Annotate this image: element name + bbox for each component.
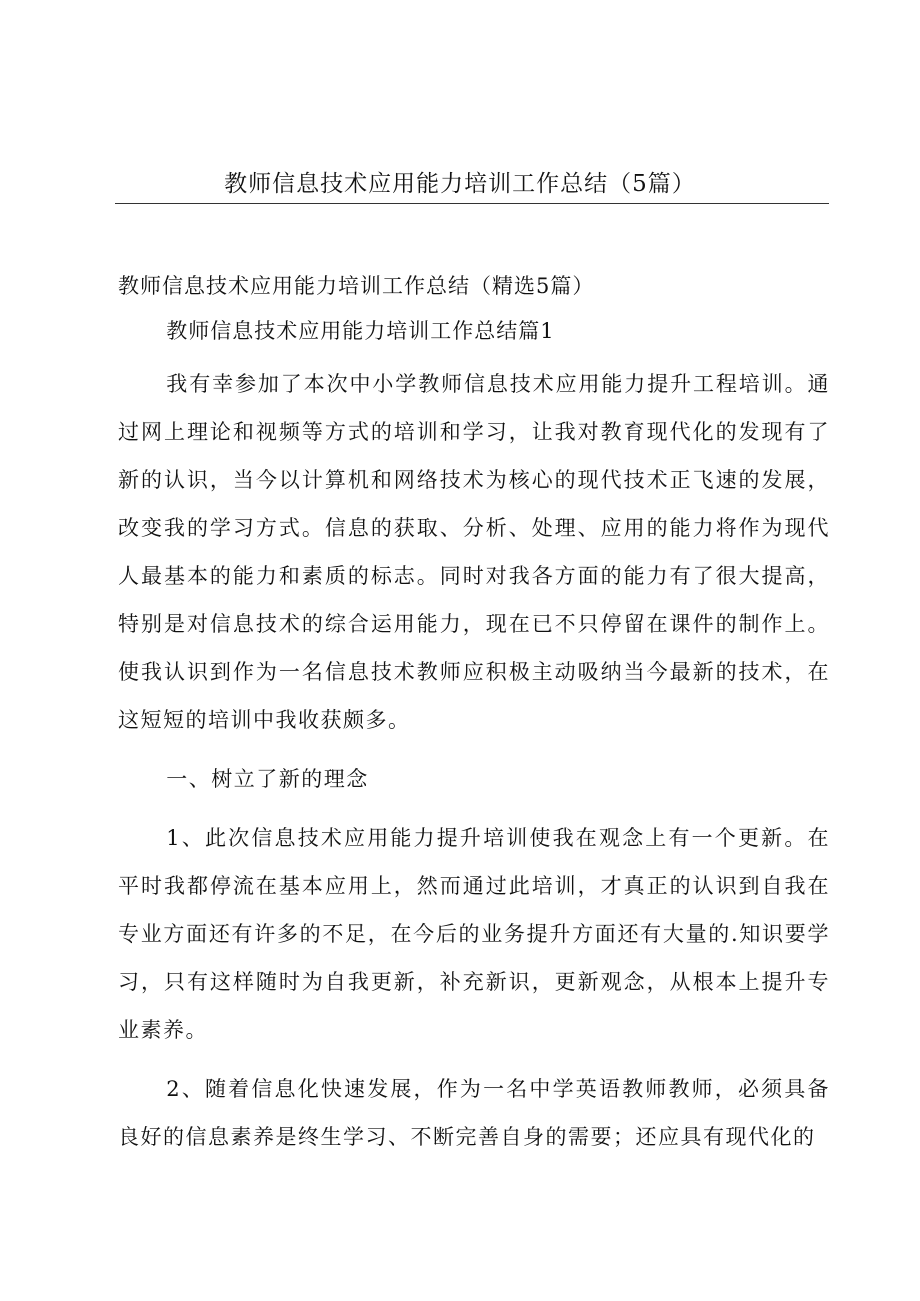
document-subtitle: 教师信息技术应用能力培训工作总结（精选5篇）	[118, 274, 595, 298]
document-title: 教师信息技术应用能力培训工作总结（5篇）	[224, 171, 696, 197]
paragraph-point-2: 2、随着信息化快速发展，作为一名中学英语教师教师，必须具备良好的信息素养是终生学习、不断完善自身的需要；还应具有现代化的	[118, 1077, 830, 1149]
paragraph-point-1: 1、此次信息技术应用能力提升培训使我在观念上有一个更新。在平时我都停流在基本应用上，然而通过此培训，才真正的认识到自我在专业方面还有许多的不足，在今后的业务提升方面还有大量的.知识要学习，只有这样随时为自我更新，补充新识，更新观念，从根本上提升专业素养。	[118, 826, 830, 1042]
article-heading: 教师信息技术应用能力培训工作总结篇1	[166, 319, 555, 343]
paragraph-intro: 我有幸参加了本次中小学教师信息技术应用能力提升工程培训。通过网上理论和视频等方式的培训和学习，让我对教育现代化的发现有了新的认识，当今以计算机和网络技术为核心的现代技术正飞速的发展，改变我的学习方式。信息的获取、分析、处理、应用的能力将作为现代人最基本的能力和素质的标志。同时对我各方面的能力有了很大提高，特别是对信息技术的综合运用能力，现在已不只停留在课件的制作上。使我认识到作为一名信息技术教师应积极主动吸纳当今最新的技术，在这短短的培训中我收获颇多。	[118, 372, 830, 732]
section-heading-new-concept: 一、树立了新的理念	[166, 767, 369, 791]
document-body	[118, 270, 830, 1172]
title-underline	[115, 203, 829, 204]
